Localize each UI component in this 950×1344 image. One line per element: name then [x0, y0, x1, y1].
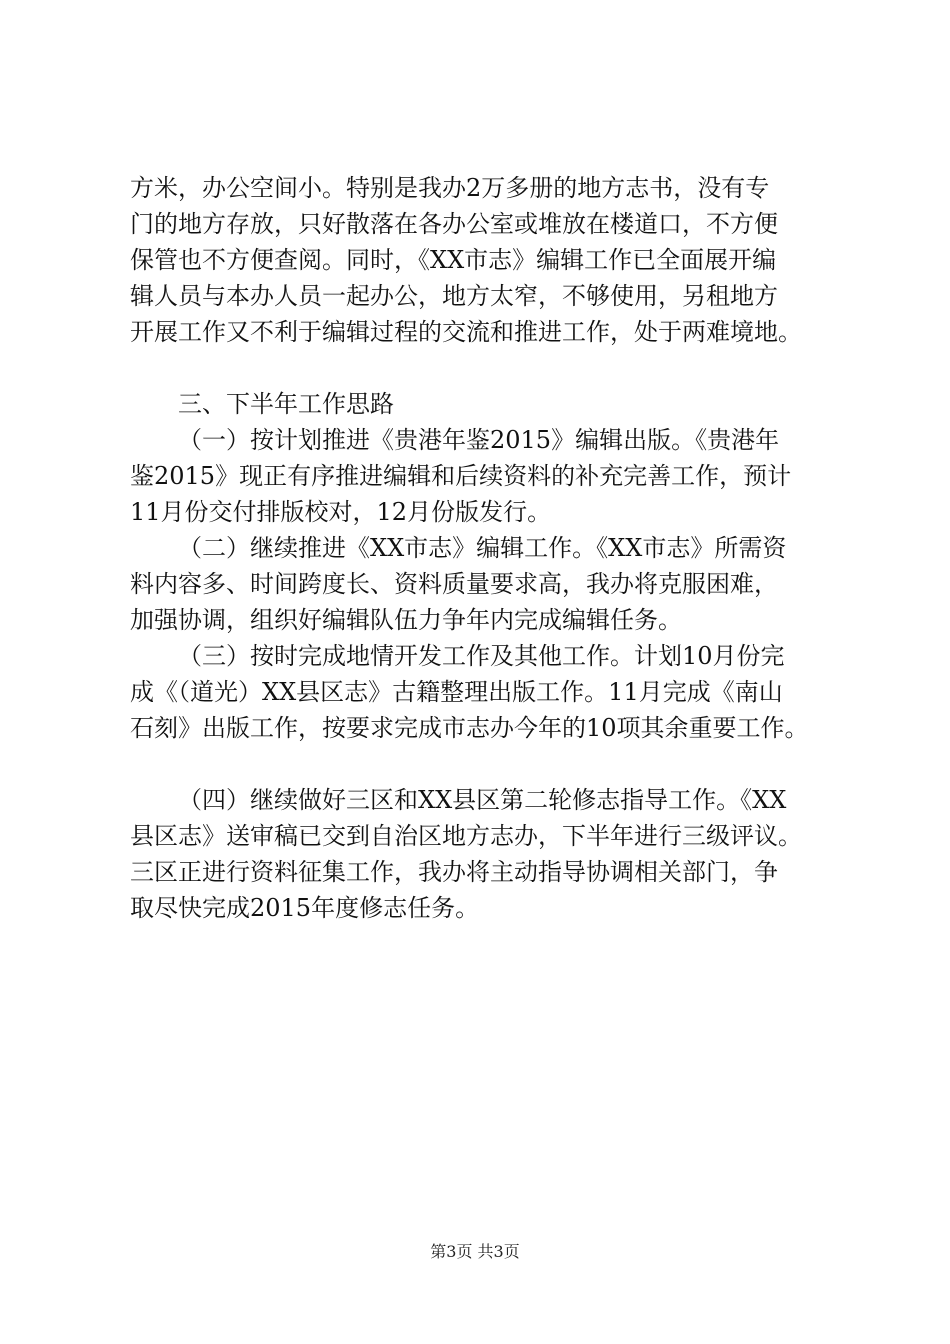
text-line: 保管也不方便查阅。同时，《XX市志》编辑工作已全面展开编 — [130, 246, 777, 274]
text-line: 门的地方存放，只好散落在各办公室或堆放在楼道口，不方便 — [130, 210, 778, 238]
text-line: 加强协调，组织好编辑队伍力争年内完成编辑任务。 — [130, 606, 682, 634]
text-line: （四）继续做好三区和XX县区第二轮修志指导工作。《XX — [178, 786, 787, 814]
text-line: 县区志》送审稿已交到自治区地方志办，下半年进行三级评议。 — [130, 822, 802, 850]
item-paragraph-1 — [130, 422, 835, 530]
document-body — [130, 170, 835, 926]
text-line: 成《（道光）XX县区志》古籍整理出版工作。11月完成《南山 — [130, 678, 783, 706]
text-line: 取尽快完成2015年度修志任务。 — [130, 894, 480, 922]
section-heading: 三、下半年工作思路 — [178, 390, 394, 418]
text-line: 三区正进行资料征集工作，我办将主动指导协调相关部门，争 — [130, 858, 778, 886]
text-line: （二）继续推进《XX市志》编辑工作。《XX市志》所需资 — [178, 534, 787, 562]
continuation-paragraph — [130, 170, 835, 350]
text-line: 辑人员与本办人员一起办公，地方太窄，不够使用，另租地方 — [130, 282, 778, 310]
text-line: 鉴2015》现正有序推进编辑和后续资料的补充完善工作，预计 — [130, 462, 792, 490]
item-paragraph-2 — [130, 530, 835, 638]
text-line: 方米，办公空间小。特别是我办2万多册的地方志书，没有专 — [130, 174, 770, 202]
text-line: 石刻》出版工作，按要求完成市志办今年的10项其余重要工作。 — [130, 714, 809, 742]
item-paragraph-4 — [130, 782, 835, 926]
text-line: 11月份交付排版校对，12月份版发行。 — [130, 498, 552, 526]
page-footer: 第3页 共3页 — [430, 1242, 520, 1261]
item-paragraph-3 — [130, 638, 835, 746]
text-line: （三）按时完成地情开发工作及其他工作。计划10月份完 — [178, 642, 785, 670]
text-line: 料内容多、时间跨度长、资料质量要求高，我办将克服困难， — [130, 570, 778, 598]
text-line: （一）按计划推进《贵港年鉴2015》编辑出版。《贵港年 — [178, 426, 780, 454]
text-line: 开展工作又不利于编辑过程的交流和推进工作，处于两难境地。 — [130, 318, 802, 346]
